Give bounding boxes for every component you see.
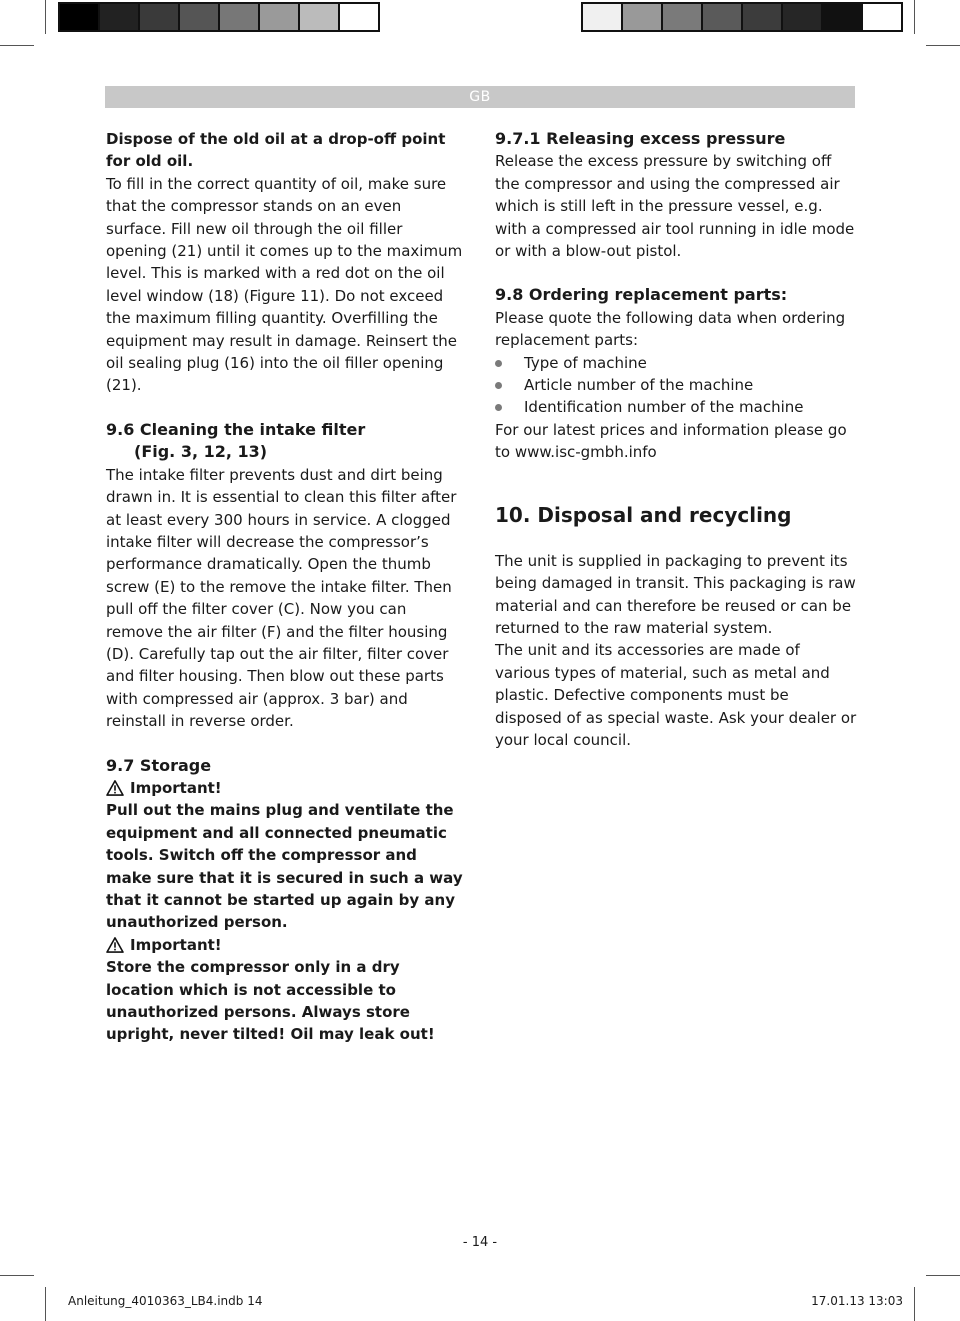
section-9-7-1-title: 9.7.1 Releasing excess pressure — [495, 129, 786, 148]
language-header-band — [105, 86, 855, 108]
swatch — [180, 4, 220, 30]
swatch — [783, 4, 823, 30]
section-9-8-intro: Please quote the following data when ordering replacement parts: — [495, 308, 846, 350]
important-notice-1 — [106, 777, 466, 799]
swatch — [623, 4, 663, 30]
section-10-paragraph-2: The unit and its accessories are made of various types of material, such as metal and plastic. Defective components must be disposed of as special waste. Ask your dealer or your local council. — [495, 641, 857, 749]
section-9-6-title: 9.6 Cleaning the intake filter — [106, 419, 366, 439]
footer-date-time: 17.01.13 13:03 — [811, 1294, 903, 1308]
swatch — [743, 4, 783, 30]
right-column — [495, 128, 857, 751]
page-number: - 14 - — [462, 1235, 498, 1250]
crop-mark — [0, 1275, 34, 1276]
swatch — [663, 4, 703, 30]
replacement-parts-list — [495, 352, 857, 419]
crop-mark — [914, 0, 915, 34]
section-9-8-title: 9.8 Ordering replacement parts: — [495, 285, 788, 305]
warning-triangle-icon — [106, 937, 124, 953]
swatch — [583, 4, 623, 30]
crop-mark — [0, 45, 34, 46]
important-text-storage: Store the compressor only in a dry location which is not accessible to unauthorized persons. Always store upright, never tilted! Oil may leak out! — [106, 958, 435, 1044]
bullet-icon — [495, 382, 502, 389]
important-notice-2 — [106, 934, 466, 956]
list-item: Identification number of the machine — [495, 396, 857, 418]
section-9-6-figure-ref: (Fig. 3, 12, 13) — [134, 442, 268, 462]
warning-triangle-icon — [106, 780, 124, 796]
section-9-8-outro: For our latest prices and information please go to www.isc-gmbh.info — [495, 420, 847, 462]
bullet-icon — [495, 360, 502, 367]
crop-mark — [926, 1275, 960, 1276]
list-item: Article number of the machine — [495, 374, 857, 396]
section-10-paragraph-1: The unit is supplied in packaging to prevent its being damaged in transit. This packaging is raw material and can therefore be reused or can be returned to the raw material system. — [495, 551, 856, 637]
bullet-icon — [495, 404, 502, 411]
swatch — [60, 4, 100, 30]
swatch — [100, 4, 140, 30]
color-calibration-bar-right — [581, 2, 903, 32]
swatch — [140, 4, 180, 30]
swatch — [823, 4, 863, 30]
section-10-title: 10. Disposal and recycling — [495, 502, 792, 527]
section-9-6-body: The intake filter prevents dust and dirt being drawn in. It is essential to clean this filter after at least every 300 hours in service. A clogged intake filter will decrease the compressor’s performance dramatically. Open the thumb screw (E) to the remove the intake filter. Then pull off the filter cover (C). Now you can remove the air filter (F) and the filter housing (D). Carefully tap out the air filter, filter cover and filter housing. Then blow out these parts with compressed air (approx. 3 bar) and reinstall in reverse order. — [106, 465, 457, 731]
swatch — [340, 4, 378, 30]
language-tag: GB — [469, 89, 491, 105]
list-item: Type of machine — [495, 352, 857, 374]
important-text-unplug: Pull out the mains plug and ventilate the equipment and all connected pneumatic tools. Switch off the compressor and make sure that it is secured in such a way that it cannot be started up again by any unauthorized person. — [106, 801, 463, 932]
section-9-7-title: 9.7 Storage — [106, 755, 212, 775]
crop-mark — [914, 1287, 915, 1321]
section-9-7-1-body: Release the excess pressure by switching off the compressor and using the compressed air which is still left in the pressure vessel, e.g. with a compressed air tool running in idle mode or with a blow-out pistol. — [495, 152, 855, 261]
crop-mark — [926, 45, 960, 46]
footer-file-info: Anleitung_4010363_LB4.indb 14 — [68, 1294, 263, 1308]
swatch — [260, 4, 300, 30]
swatch — [703, 4, 743, 30]
swatch — [220, 4, 260, 30]
left-column — [106, 128, 466, 1046]
crop-mark — [45, 1287, 46, 1321]
oil-fill-paragraph: To fill in the correct quantity of oil, make sure that the compressor stands on an even surface. Fill new oil through the oil filler opening (21) until it comes up to the maximum level. This is marked with a red dot on the oil level window (18) (Figure 11). Do not exceed the maximum filling quantity. Overfilling the equipment may result in damage. Reinsert the oil sealing plug (16) into the oil filler opening (21). — [106, 174, 463, 395]
color-calibration-bar-left — [58, 2, 380, 32]
important-label: Important! — [130, 935, 222, 954]
swatch — [300, 4, 340, 30]
swatch — [863, 4, 901, 30]
important-label: Important! — [130, 778, 222, 797]
crop-mark — [45, 0, 46, 34]
dispose-oil-instruction: Dispose of the old oil at a drop-off point for old oil. — [106, 130, 446, 171]
